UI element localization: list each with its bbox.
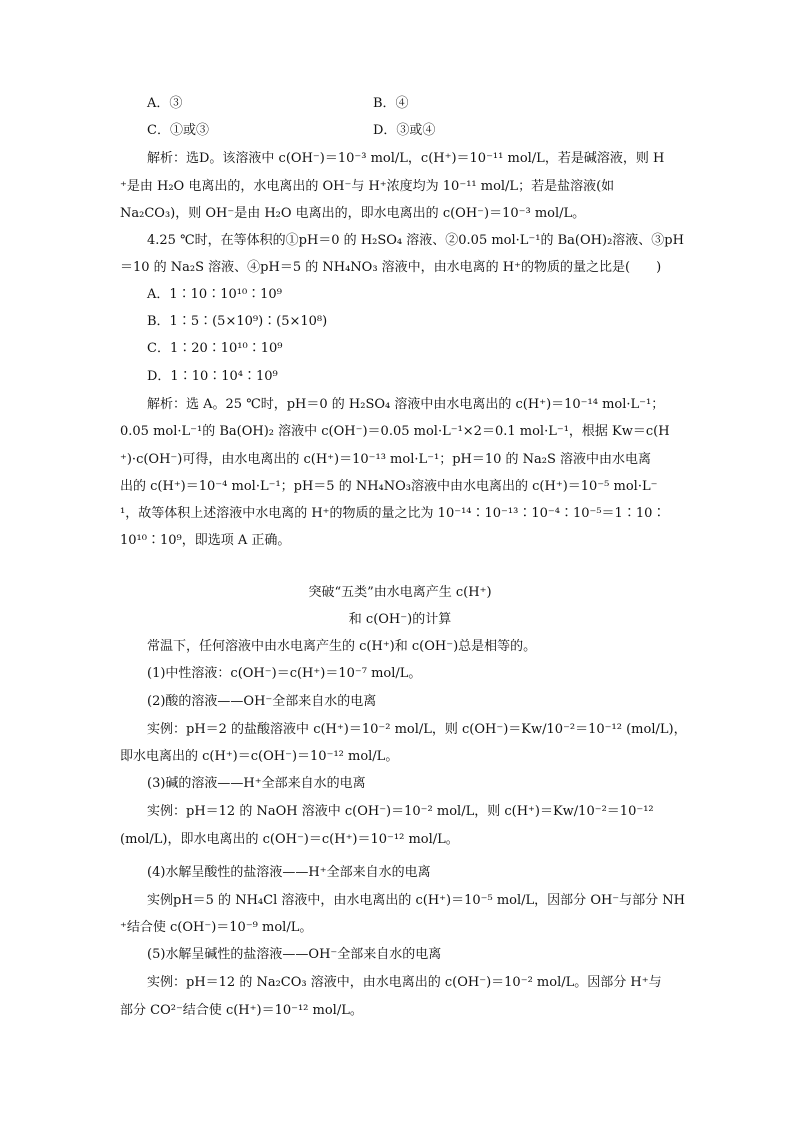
choice-line: A．1∶10∶10¹⁰∶10⁹ <box>147 287 282 302</box>
analysis-line: Na₂CO₃)，则 OH⁻是由 H₂O 电离出的，即水电离出的 c(OH⁻)＝10⁻³ mol/L。 <box>120 206 586 221</box>
choice-line: D．1∶10∶10⁴∶10⁹ <box>147 369 278 384</box>
question-line: ＝10 的 Na₂S 溶液、④pH＝5 的 NH₄NO₃ 溶液中，由水电离的 H⁺的物质的量之比是( ) <box>120 260 662 275</box>
body-line: 实例：pH＝12 的 NaOH 溶液中 c(OH⁻)＝10⁻² mol/L，则 c(H⁺)＝Kw/10⁻²＝10⁻¹² <box>147 804 654 819</box>
body-line: (4)水解呈酸性的盐溶液——H⁺全部来自水的电离 <box>147 865 431 880</box>
body-line: (3)碱的溶液——H⁺全部来自水的电离 <box>147 776 366 791</box>
analysis-line: 0.05 mol·L⁻¹的 Ba(OH)₂ 溶液中 c(OH⁻)＝0.05 mol·L⁻¹×2＝0.1 mol·L⁻¹，根据 Kw＝c(H <box>120 424 670 439</box>
option-b: B．④ <box>373 96 409 111</box>
body-line: 实例：pH＝12 的 Na₂CO₃ 溶液中，由水电离出的 c(OH⁻)＝10⁻² mol/L。因部分 H⁺与 <box>147 975 662 990</box>
analysis-line: ⁺是由 H₂O 电离出的，水电离出的 OH⁻与 H⁺浓度均为 10⁻¹¹ mol/L；若是盐溶液(如 <box>120 179 615 194</box>
choice-line: B．1∶5∶(5×10⁹)∶(5×10⁸) <box>147 314 328 329</box>
body-line: 实例pH＝5 的 NH₄Cl 溶液中，由水电离出的 c(H⁺)＝10⁻⁵ mol/L，因部分 OH⁻与部分 NH <box>147 893 686 908</box>
body-line: 部分 CO²⁻结合使 c(H⁺)＝10⁻¹² mol/L。 <box>120 1003 363 1018</box>
analysis-line: 10¹⁰∶10⁹，即选项 A 正确。 <box>120 533 291 548</box>
choice-line: C．1∶20∶10¹⁰∶10⁹ <box>147 341 283 356</box>
question-line: 4.25 ℃时，在等体积的①pH＝0 的 H₂SO₄ 溶液、②0.05 mol·L⁻¹的 Ba(OH)₂溶液、③pH <box>147 233 684 248</box>
analysis-line: 解析：选D。该溶液中 c(OH⁻)＝10⁻³ mol/L，c(H⁺)＝10⁻¹¹ mol/L，若是碱溶液，则 H <box>147 151 665 166</box>
option-a: A．③ <box>147 96 183 111</box>
body-line: (5)水解呈碱性的盐溶液——OH⁻全部来自水的电离 <box>147 947 442 962</box>
section-title: 和 c(OH⁻)的计算 <box>348 612 452 627</box>
body-line: 即水电离出的 c(H⁺)＝c(OH⁻)＝10⁻¹² mol/L。 <box>120 749 399 764</box>
body-line: (1)中性溶液：c(OH⁻)＝c(H⁺)＝10⁻⁷ mol/L。 <box>147 666 422 681</box>
body-line: 实例：pH＝2 的盐酸溶液中 c(H⁺)＝10⁻² mol/L，则 c(OH⁻)＝Kw/10⁻²＝10⁻¹² (mol/L)， <box>147 722 687 737</box>
body-line: ⁺结合使 c(OH⁻)＝10⁻⁹ mol/L。 <box>120 920 313 935</box>
analysis-line: 解析：选 A。25 ℃时，pH＝0 的 H₂SO₄ 溶液中由水电离出的 c(H⁺)＝10⁻¹⁴ mol·L⁻¹； <box>147 397 665 412</box>
option-c: C．①或③ <box>147 123 209 138</box>
body-line: 常温下，任何溶液中由水电离产生的 c(H⁺)和 c(OH⁻)总是相等的。 <box>147 639 537 654</box>
analysis-line: ⁺)·c(OH⁻)可得，由水电离出的 c(H⁺)＝10⁻¹³ mol·L⁻¹；pH＝10 的 Na₂S 溶液中由水电离 <box>120 452 652 467</box>
analysis-line: 出的 c(H⁺)＝10⁻⁴ mol·L⁻¹；pH＝5 的 NH₄NO₃溶液中由水电离出的 c(H⁺)＝10⁻⁵ mol·L⁻ <box>120 479 658 494</box>
body-line: (mol/L)，即水电离出的 c(OH⁻)＝c(H⁺)＝10⁻¹² mol/L。 <box>120 832 459 847</box>
section-title: 突破“五类”由水电离产生 c(H⁺) <box>308 585 492 600</box>
body-line: (2)酸的溶液——OH⁻全部来自水的电离 <box>147 694 377 709</box>
option-d: D．③或④ <box>373 123 436 138</box>
analysis-line: ¹，故等体积上述溶液中水电离的 H⁺的物质的量之比为 10⁻¹⁴∶10⁻¹³∶10⁻⁴∶10⁻⁵＝1∶10∶ <box>120 506 666 521</box>
